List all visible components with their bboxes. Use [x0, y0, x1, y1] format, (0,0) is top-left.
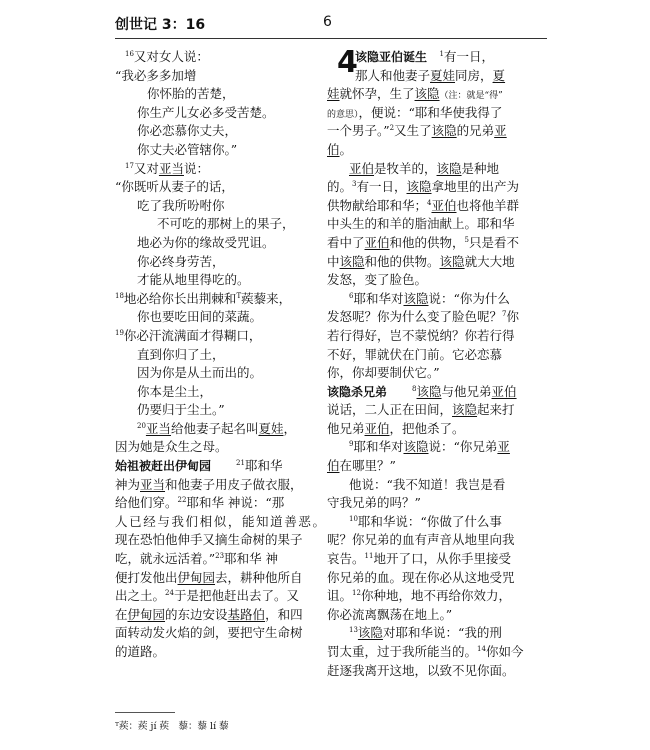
header-rule	[115, 38, 547, 39]
section-heading: 该隐亚伯诞生	[355, 50, 428, 64]
text-line: $^{20}$亚当给他妻子起名叫夏娃，	[137, 420, 296, 436]
text-line: 你本是尘土，	[137, 383, 213, 399]
text-line: 始祖被赶出伊甸园 $^{21}$耶和华	[115, 458, 283, 474]
text-line: $^6$耶和华对该隐说：“你为什么	[349, 290, 510, 306]
text-line: 罚太重，过于我所能当的。$^{14}$你如今	[327, 644, 524, 659]
text-line: $^{10}$耶和华说：“你做了什么事	[349, 513, 502, 529]
text-line: 中头生的和羊的脂油献上。耶和华	[327, 216, 515, 232]
text-line: 面转动发火焰的剑，要把守生命树	[115, 625, 303, 641]
text-line: 你，你却要制伏它。”	[327, 365, 440, 381]
text-line: 你必流离飘荡在地上。”	[327, 606, 453, 622]
text-line: 你必终身劳苦，	[137, 253, 225, 269]
text-line: 仍要归于尘土。”	[137, 402, 225, 418]
text-line: 才能从地里得吃的。	[137, 272, 250, 288]
text-line: 亚伯是牧羊的，该隐是种地	[349, 160, 500, 176]
text-line: 赶逐我离开这地，以致不见你面。	[327, 662, 515, 678]
text-line: $^{16}$又对女人说：	[125, 49, 209, 64]
text-line: $^9$耶和华对该隐说：“你兄弟亚	[349, 439, 510, 455]
right-column	[327, 45, 545, 680]
text-line: 在伊甸园的东边安设基路伯，和四	[115, 606, 303, 622]
text-line: 中该隐和他的供物。该隐就大大地	[327, 253, 515, 269]
text-line: 不可吃的那树上的果子，	[157, 216, 295, 232]
text-line: 他兄弟亚伯，把他杀了。	[327, 420, 465, 436]
chapter-verse-reference: 创世记 3：16	[115, 17, 206, 33]
footnote: ᵀ蒺：蒺 jí 蒺 藜：藜 lí 藜	[115, 721, 229, 732]
text-line: 守我兄弟的吗？”	[327, 495, 421, 511]
text-line: 你丈夫必管辖你。”	[137, 141, 238, 157]
text-line: 的道路。	[115, 644, 166, 659]
text-line: 出之土。$^{24}$于是把他赶出去了。又	[115, 588, 299, 604]
text-line: 直到你归了土，	[137, 346, 225, 362]
text-line: 若行得好，岂不蒙悦纳？你若行得	[327, 327, 515, 343]
text-line: 因为你是从土而出的。	[137, 365, 263, 381]
text-line: 不好，罪就伏在门前。它必恋慕	[327, 346, 503, 362]
text-line: 呢？你兄弟的血有声音从地里向我	[327, 532, 515, 548]
chapter-number: 4	[337, 45, 358, 80]
section-heading: 该隐杀兄弟	[327, 384, 388, 399]
text-line: 吃，就永远活着。”$^{23}$耶和华 神	[115, 551, 279, 567]
text-line: 看中了亚伯和他的供物，$^5$只是看不	[327, 234, 520, 250]
text-line: 神为亚当和他妻子用皮子做衣服，	[115, 476, 303, 492]
section-heading: 始祖被赶出伊甸园	[115, 459, 212, 474]
text-line: $^{13}$该隐对耶和华说：“我的刑	[349, 625, 502, 641]
text-line: 你必恋慕你丈夫，	[137, 123, 238, 139]
footnote-rule	[115, 712, 175, 713]
text-line: 说话，二人正在田间，该隐起来打	[327, 402, 515, 418]
page-number: 6	[323, 14, 332, 30]
text-line: 伯。	[327, 141, 353, 157]
running-header	[115, 14, 547, 36]
text-line: 娃就怀孕，生了该隐（注：就是“得”	[327, 86, 503, 102]
text-line: 的意思），便说：“耶和华使我得了	[327, 104, 503, 120]
text-line: 便打发他出伊甸园去，耕种他所自	[115, 569, 303, 585]
text-line: $^{17}$又对亚当说：	[125, 160, 209, 176]
text-line: 他说：“我不知道！我岂是看	[349, 476, 506, 492]
text-line: 因为她是众生之母。	[115, 439, 228, 455]
text-line: 人已经与我们相似，能知道善恶。	[115, 513, 325, 529]
text-line: 给他们穿。$^{22}$耶和华 神说：“那	[115, 495, 285, 511]
text-line: 吃了我所吩咐你	[137, 197, 225, 213]
text-line: 哀告。$^{11}$地开了口，从你手里接受	[327, 551, 511, 567]
text-line: 你怀胎的苦楚，	[147, 86, 235, 102]
text-line: 伯在哪里？”	[327, 458, 396, 474]
text-line: $^{19}$你必汗流满面才得糊口，	[115, 327, 262, 343]
text-line: 一个男子。”$^2$又生了该隐的兄弟亚	[327, 123, 507, 139]
text-line: 你也要吃田间的菜蔬。	[137, 309, 263, 325]
text-line: 发怒呢？你为什么变了脸色呢？$^7$你	[327, 309, 519, 325]
text-line: $^{18}$地必给你长出荆棘和$^T$蒺藜来，	[115, 290, 292, 306]
text-line: 你生产儿女必多受苦楚。	[137, 104, 275, 120]
text-line: 那人和他妻子夏娃同房，夏	[355, 67, 506, 83]
text-line: 现在恐怕他伸手又摘生命树的果子	[115, 532, 303, 548]
text-line: “我必多多加增	[115, 67, 197, 83]
text-line: 诅。$^{12}$你种地，地不再给你效力，	[327, 588, 511, 604]
text-line: “你既听从妻子的话，	[115, 179, 234, 195]
text-line: 该隐杀兄弟 $^8$该隐与他兄弟亚伯	[327, 383, 517, 399]
left-column	[115, 48, 325, 662]
text-line: 发怒，变了脸色。	[327, 272, 428, 288]
text-line: 地必为你的缘故受咒诅。	[137, 234, 275, 250]
text-line: 你兄弟的血。现在你必从这地受咒	[327, 569, 515, 585]
text-line: 的。$^3$有一日，该隐拿地里的出产为	[327, 179, 520, 195]
text-line: 供物献给耶和华；$^4$亚伯也将他羊群	[327, 197, 520, 213]
text-line: 该隐亚伯诞生 $^1$有一日，	[355, 49, 495, 64]
